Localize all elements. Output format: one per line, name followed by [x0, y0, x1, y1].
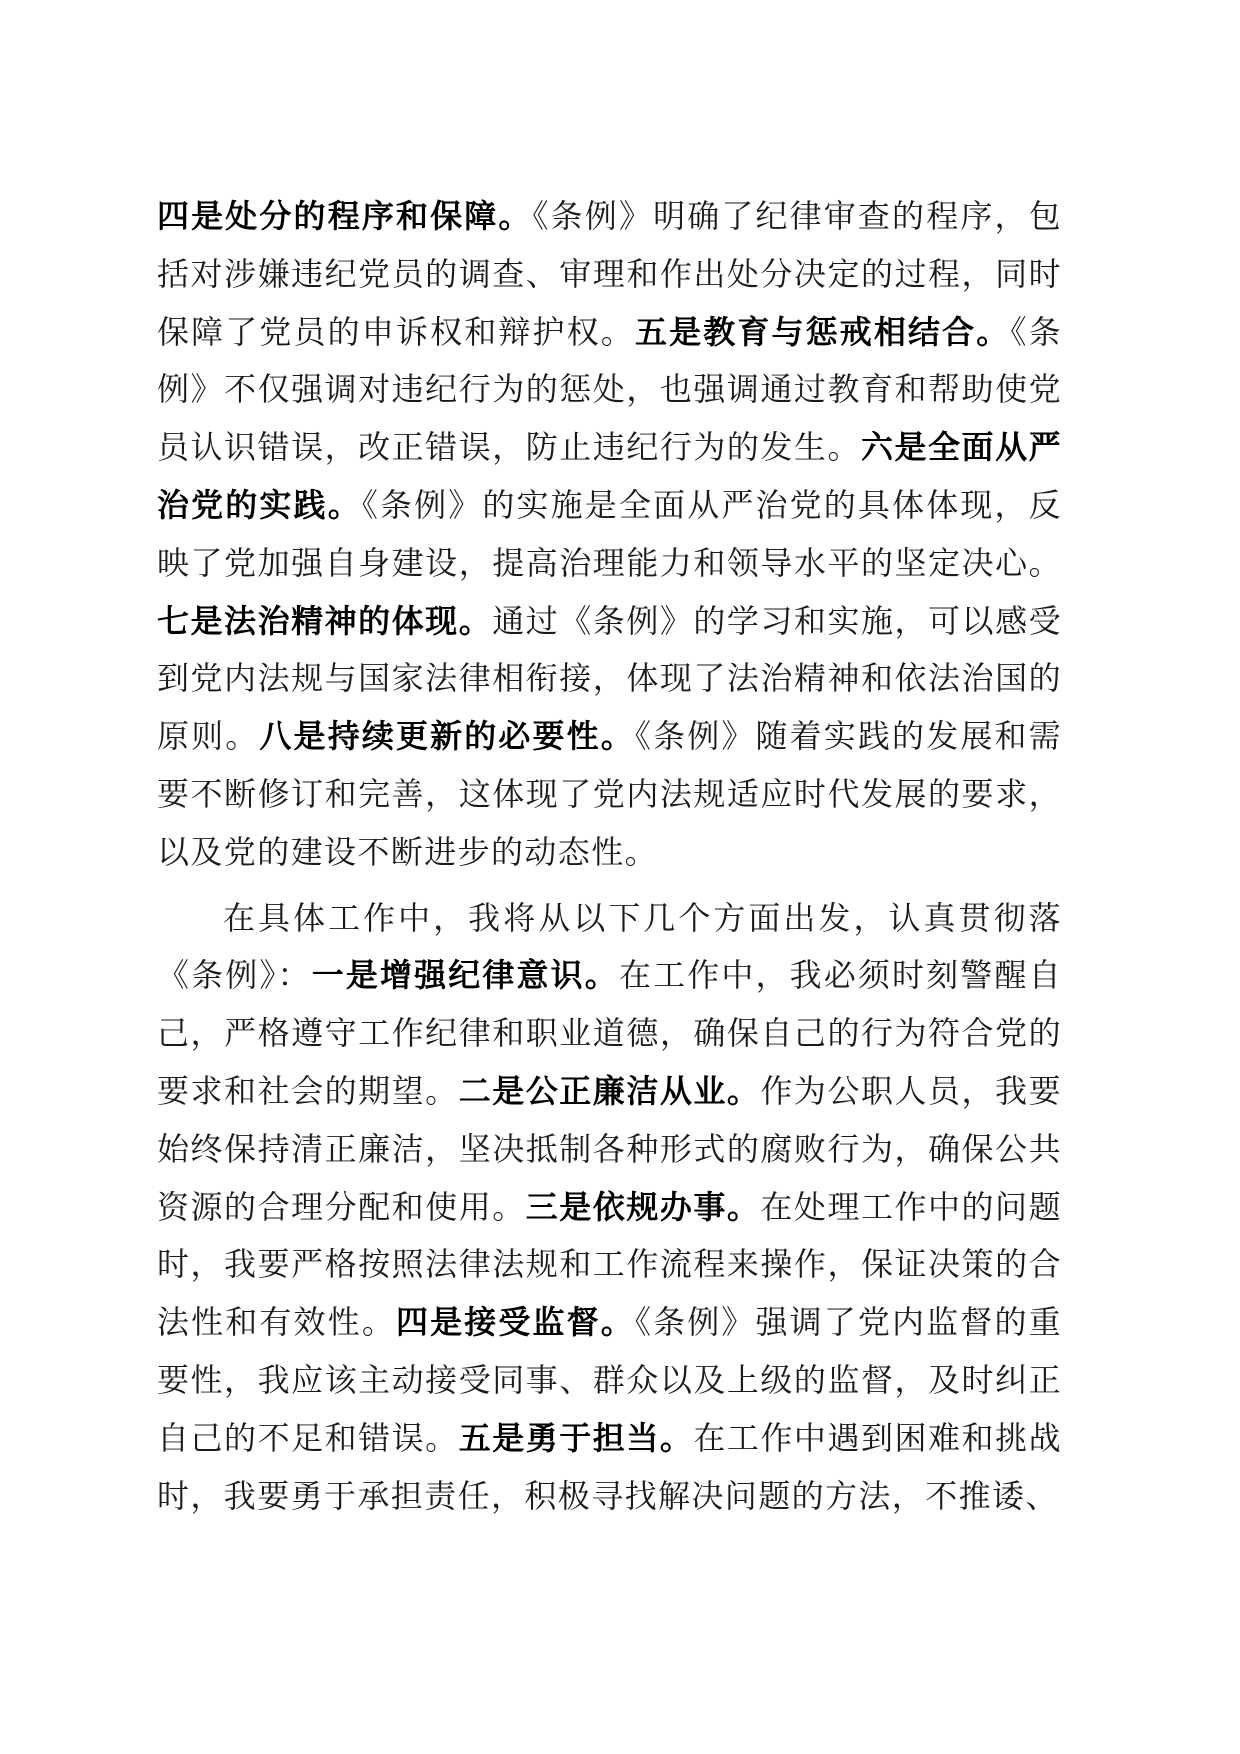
paragraph-principles [157, 188, 1062, 882]
body-text: 《条例》明确了纪律审查的程序，包括对涉嫌违纪党员的调查、审理和作出处分决定的过程，同时保障了党员的申诉权和辩护权。 [157, 197, 1063, 351]
heading-four-procedure: 四是处分的程序和保障。 [157, 197, 533, 235]
body-text: 《条例》强调了党内监督的重要性，我应该主动接受同事、群众以及上级的监督，及时纠正自己的不足和错误。 [157, 1303, 1062, 1457]
body-text: 通过《条例》的学习和实施，可以感受到党内法规与国家法律相衔接，体现了法治精神和依法治国的原则。 [157, 601, 1062, 756]
heading-two-integrity: 二是公正廉洁从业。 [458, 1071, 761, 1110]
heading-seven-rule-of-law: 七是法治精神的体现。 [157, 601, 493, 640]
heading-three-rules: 三是依规办事。 [525, 1187, 761, 1226]
heading-eight-updates: 八是持续更新的必要性。 [259, 717, 635, 756]
document-body [157, 188, 1062, 1525]
paragraph-work-plan [157, 890, 1062, 1526]
heading-six-practice: 六是全面从严治党的实践。 [157, 428, 1062, 524]
heading-five-responsibility: 五是勇于担当。 [458, 1418, 694, 1457]
body-text: 《条例》随着实践的发展和需要不断修订和完善，这体现了党内法规适应时代发展的要求，以及党的建设不断进步的动态性。 [157, 717, 1063, 871]
body-text: 在处理工作中的问题时，我要严格按照法律法规和工作流程来操作，保证决策的合法性和有效性。 [157, 1187, 1062, 1342]
body-text: 《条例》的实施是全面从严治党的具体体现，反映了党加强自身建设，提高治理能力和领导水平的坚定决心。 [157, 485, 1063, 582]
heading-four-supervision: 四是接受监督。 [395, 1303, 635, 1342]
body-text: 作为公职人员，我要始终保持清正廉洁，坚决抵制各种形式的腐败行为，确保公共资源的合理分配和使用。 [157, 1071, 1062, 1226]
heading-five-education: 五是教育与惩戒相结合。 [634, 312, 1011, 351]
heading-one-discipline: 一是增强纪律意识。 [311, 956, 619, 995]
body-text: 在工作中遇到困难和挑战时，我要勇于承担责任，积极寻找解决问题的方法，不推诿、 [157, 1418, 1062, 1515]
body-text: 《条例》不仅强调对违纪行为的惩处，也强调通过教育和帮助使党员认识错误，改正错误，防止违纪行为的发生。 [157, 312, 1062, 467]
body-text: 在具体工作中，我将从以下几个方面出发，认真贯彻落《条例》： [157, 898, 1062, 995]
body-text: 在工作中，我必须时刻警醒自己，严格遵守工作纪律和职业道德，确保自己的行为符合党的要求和社会的期望。 [157, 956, 1062, 1110]
